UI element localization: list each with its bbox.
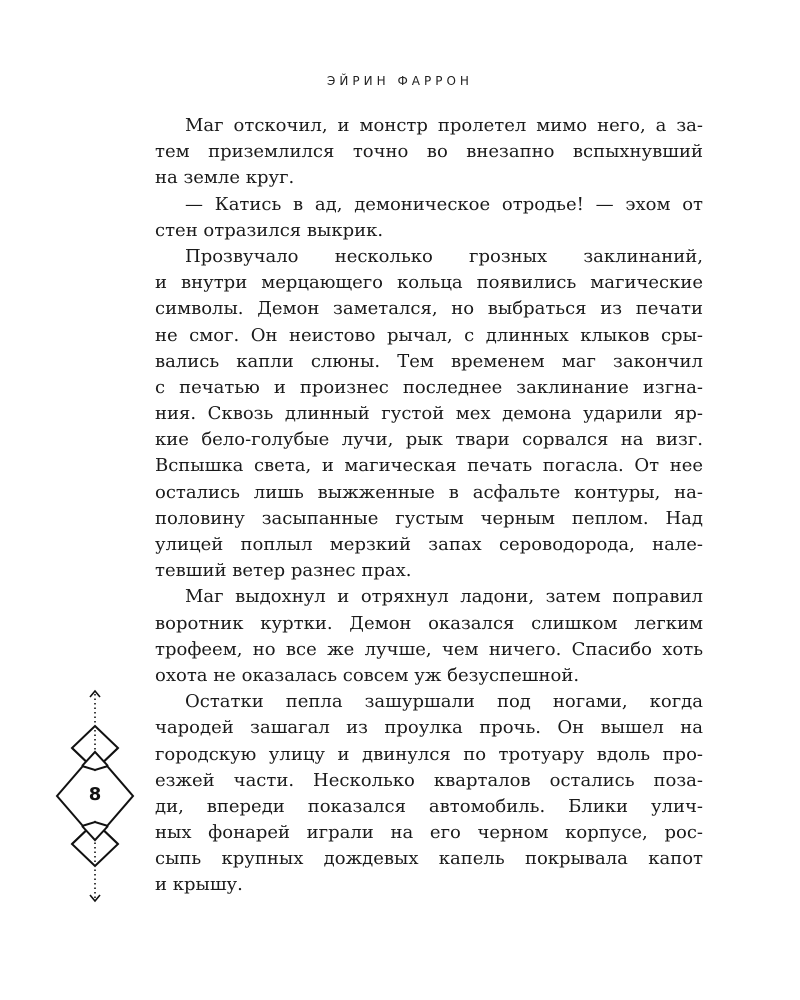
running-head-author: ЭЙРИН ФАРРОН — [327, 74, 473, 88]
text-line: стен отразился выкрик. — [155, 219, 384, 241]
text-line: Маг выдохнул и отряхнул ладони, затем поправил — [185, 586, 703, 608]
text-line: трофеем, но все же лучше, чем ничего. Спасибо хоть — [155, 638, 703, 660]
text-line: на земле круг. — [155, 167, 295, 189]
text-line: половину засыпанные густым черным пеплом. Над — [155, 507, 703, 529]
text-line: остались лишь выжженные в асфальте контуры, на- — [155, 481, 703, 503]
text-line: кие бело-голубые лучи, рык твари сорвался на визг. — [155, 429, 703, 451]
text-line: с печатью и произнес последнее заклинание изгна- — [155, 376, 703, 398]
text-line: улицей поплыл мерзкий запах сероводорода, нале- — [155, 534, 703, 555]
text-line: — Катись в ад, демоническое отродье! — эхом от — [185, 193, 703, 215]
text-line: ния. Сквозь длинный густой мех демона ударили яр- — [155, 403, 703, 425]
text-line: тем приземлился точно во внезапно вспыхнувший — [155, 141, 703, 163]
text-line: охота не оказалась совсем уж безуспешной. — [155, 664, 580, 686]
text-line: вались капли слюны. Тем временем маг закончил — [155, 350, 703, 372]
text-line: Прозвучало несколько грозных заклинаний, — [185, 245, 703, 267]
text-line: ных фонарей играли на его черном корпусе, рос- — [155, 822, 703, 844]
text-line: езжей части. Несколько кварталов остались поза- — [155, 769, 703, 791]
body-text — [155, 113, 703, 899]
text-line: тевший ветер разнес прах. — [155, 560, 412, 582]
text-line: воротник куртки. Демон оказался слишком легким — [155, 612, 703, 634]
text-line: Маг отскочил, и монстр пролетел мимо него, а за- — [185, 115, 703, 136]
text-line: городскую улицу и двинулся по тротуару вдоль про- — [155, 743, 703, 765]
page-number: 8 — [88, 784, 102, 805]
text-line: Вспышка света, и магическая печать погасла. От нее — [155, 455, 703, 477]
text-line: сыпь крупных дождевых капель покрывала капот — [155, 848, 703, 870]
text-line: Остатки пепла зашуршали под ногами, когда — [185, 691, 703, 713]
text-line: чародей зашагал из проулка прочь. Он вышел на — [155, 717, 703, 739]
text-line: символы. Демон заметался, но выбраться из печати — [155, 298, 703, 320]
text-line: ди, впереди показался автомобиль. Блики улич- — [155, 795, 703, 817]
text-line: и внутри мерцающего кольца появились магические — [155, 272, 703, 294]
text-line: не смог. Он неистово рычал, с длинных клыков сры- — [155, 324, 703, 346]
text-line: и крышу. — [155, 874, 243, 896]
